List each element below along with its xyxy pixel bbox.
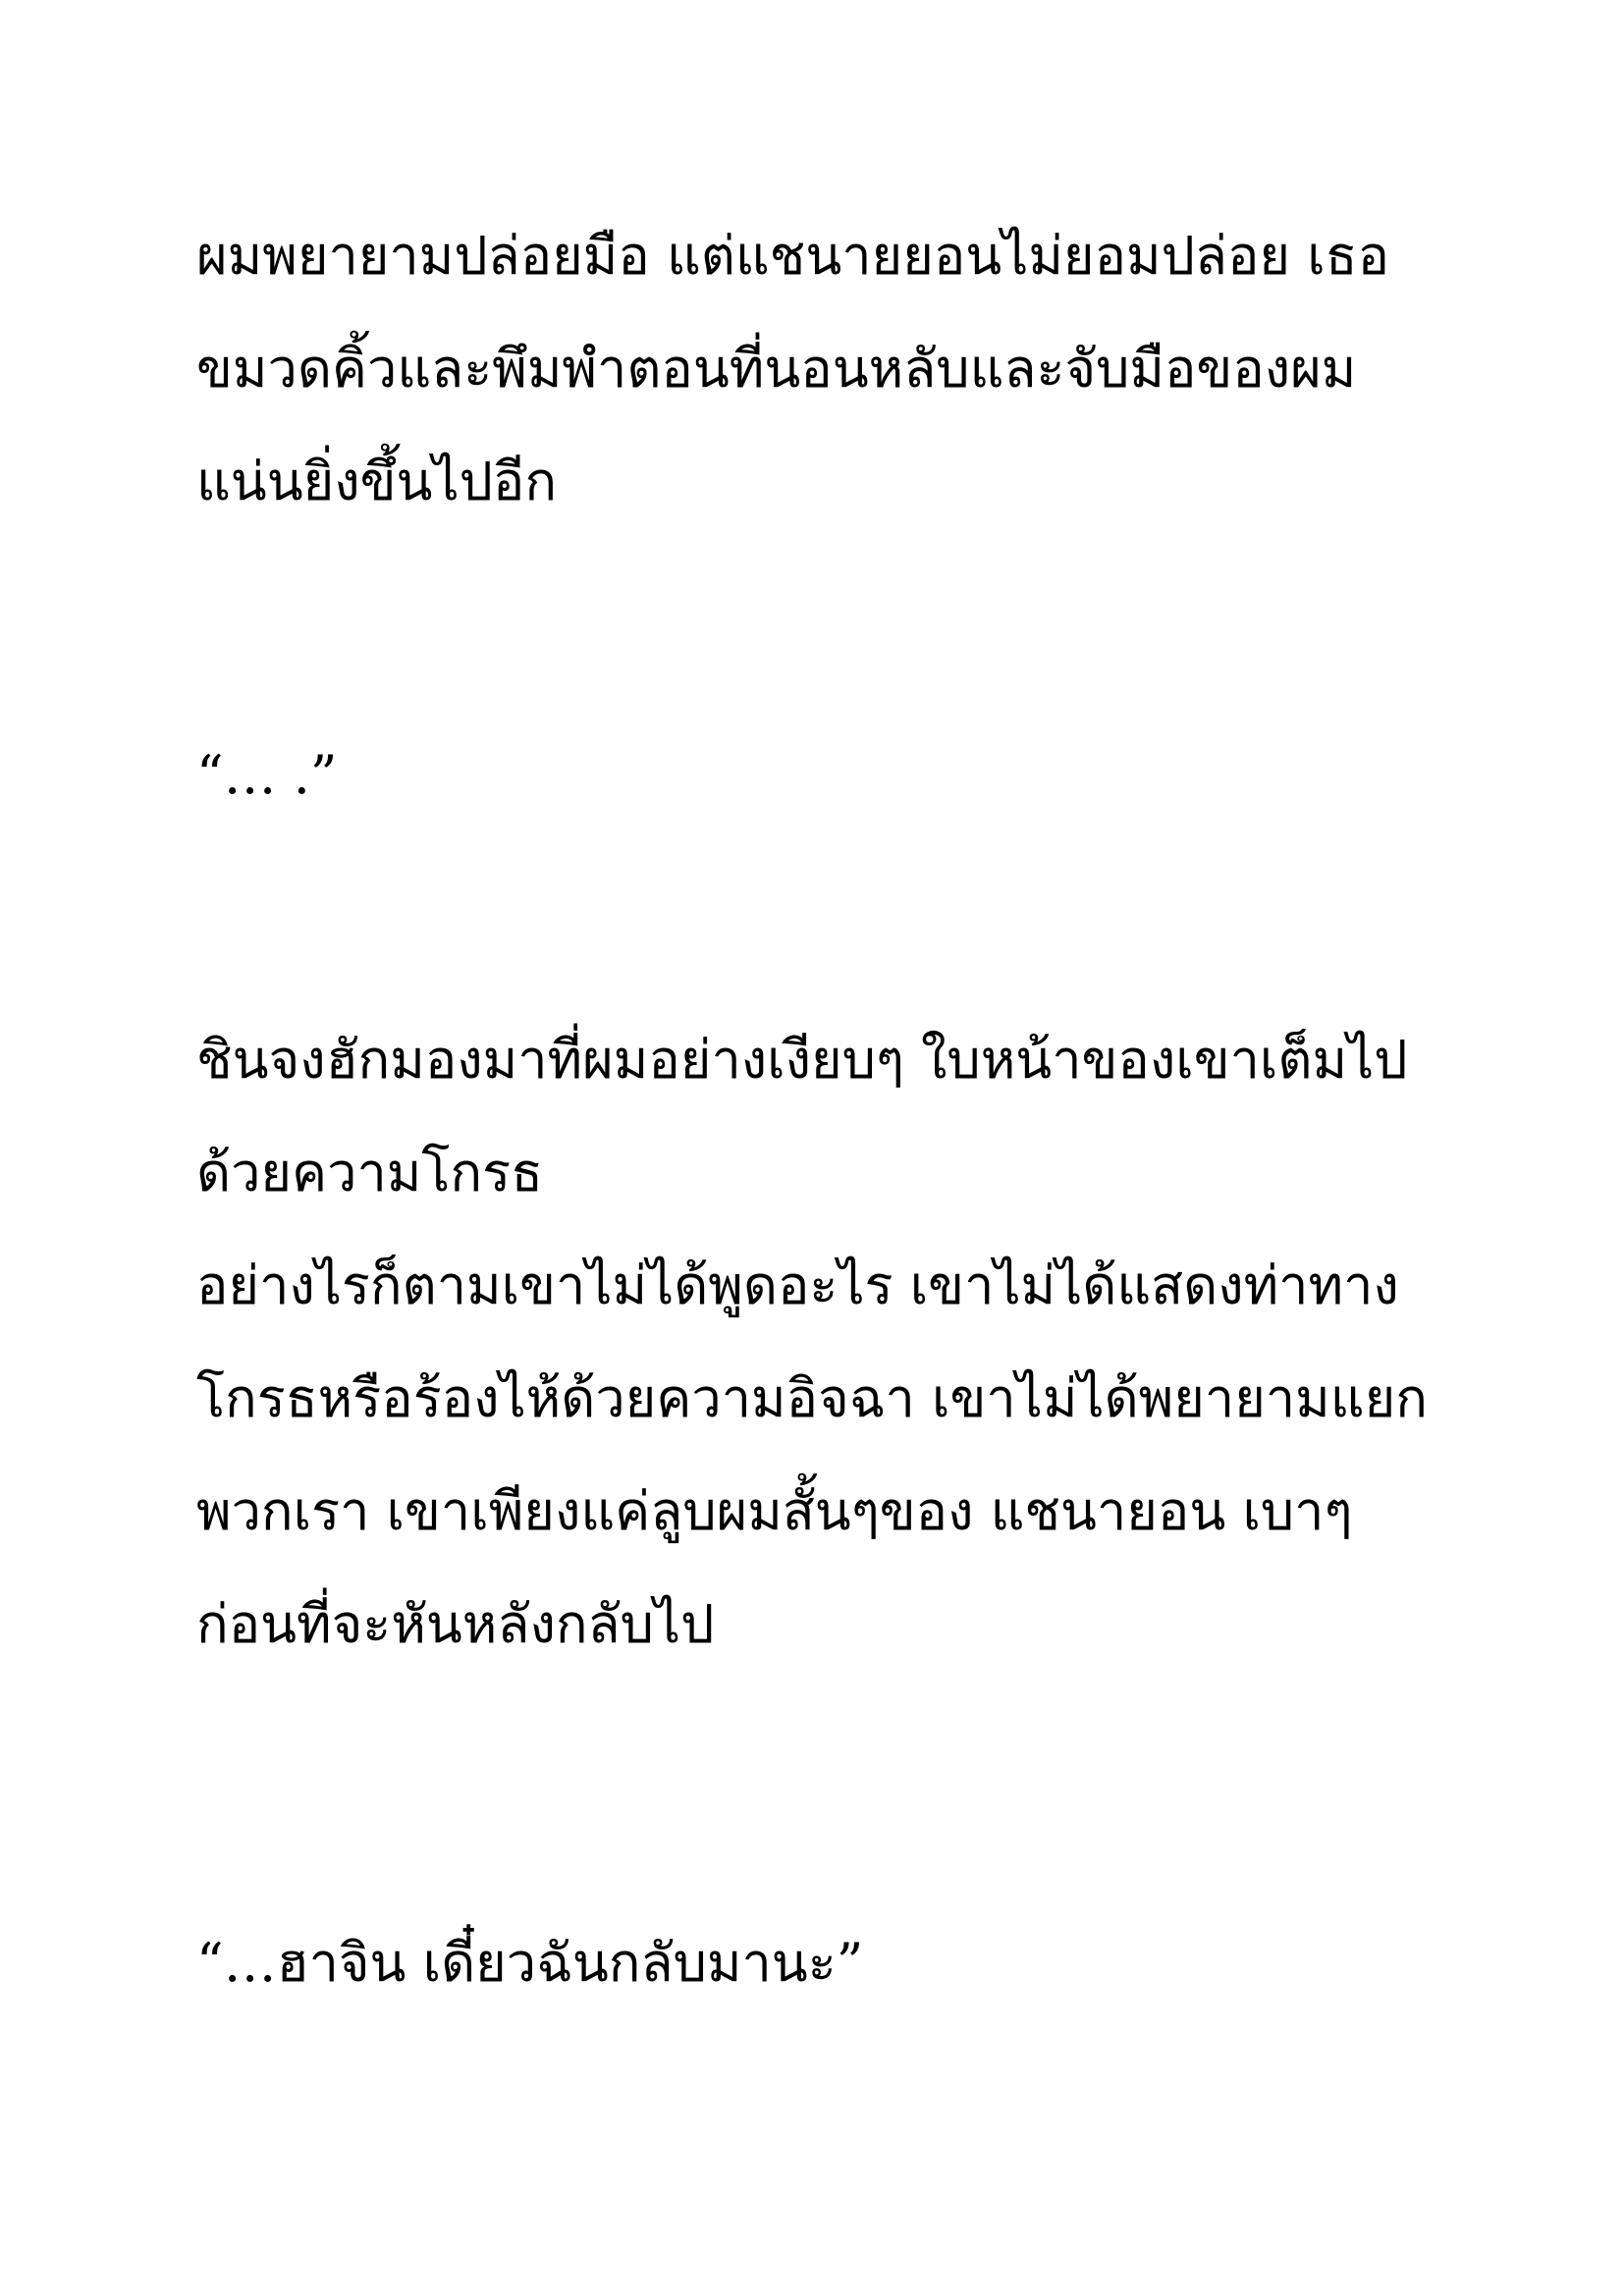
paragraph-4 xyxy=(196,1229,1434,1681)
text-line: ขมวดคิ้วและพึมพำตอนที่นอนหลับและจับมือของผม xyxy=(196,338,1357,400)
text-line: พวกเรา เขาเพียงแค่ลูบผมสั้นๆของ แชนายอน เบาๆ xyxy=(196,1480,1353,1542)
text-line: “…ฮาจิน เดี๋ยวฉันกลับมานะ” xyxy=(196,1932,864,1994)
text-line: ก่อนที่จะหันหลังกลับไป xyxy=(196,1593,715,1655)
paragraph-5-dialogue xyxy=(196,1906,1434,2019)
paragraph-2-dialogue xyxy=(196,719,1434,831)
text-line: แน่นยิ่งขึ้นไปอีก xyxy=(196,451,558,512)
text-line: อย่างไรก็ตามเขาไม่ได้พูดอะไร เขาไม่ได้แสดงท่าทาง xyxy=(196,1255,1399,1316)
text-line: ชินจงฮักมองมาที่ผมอย่างเงียบๆ ใบหน้าของเขาเต็มไป xyxy=(196,1029,1408,1091)
paragraph-3 xyxy=(196,1003,1434,1229)
text-line: “… .” xyxy=(196,744,338,806)
text-line: โกรธหรือร้องไห้ด้วยความอิจฉา เขาไม่ได้พยายามแยก xyxy=(196,1367,1428,1429)
text-line: ด้วยความโกรธ xyxy=(196,1142,544,1203)
paragraph-1 xyxy=(196,199,1434,538)
text-line: ผมพยายามปล่อยมือ แต่แชนายยอนไม่ยอมปล่อย เธอ xyxy=(196,225,1390,287)
